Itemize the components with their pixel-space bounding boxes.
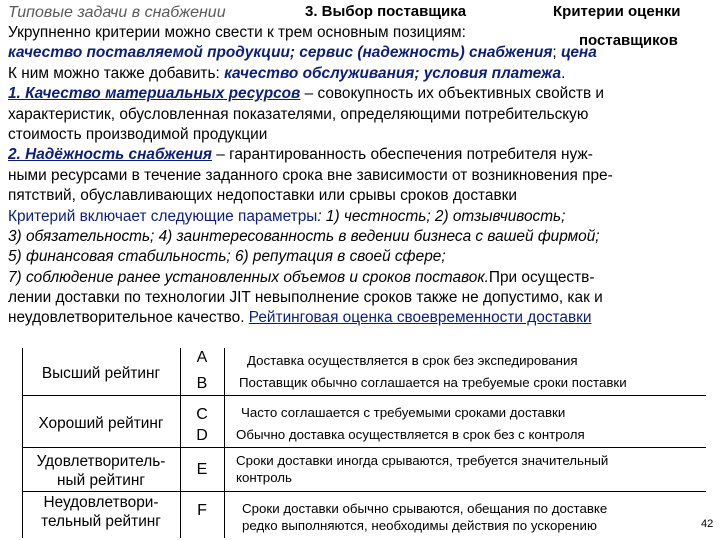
desc-e: Сроки доставки иногда срываются, требуется значительный контроль	[236, 453, 609, 485]
p2-rest: – гарантированность обеспечения потребителя нуж-	[211, 146, 593, 164]
desc-c: Часто соглашается с требуемыми сроками доставки	[241, 405, 566, 420]
intro-a: Укрупненно критерии можно свести к трем основным позициям:	[8, 24, 466, 41]
desc-b: Поставщик обычно соглашается на требуемые сроки поставки	[239, 375, 627, 390]
body-text	[8, 23, 714, 329]
desc-d: Обычно доставка осуществляется в срок без с контроля	[236, 427, 585, 442]
crit-line4-a: 7) соблюдение ранее установленных объемов и сроков поставок.	[8, 268, 489, 286]
right-title	[553, 3, 681, 20]
p1-rest: – совокупность их объективных свойств и	[300, 85, 605, 103]
crit-line6-a: неудовлетворительное качество.	[8, 309, 249, 327]
additional-b: качество обслуживания; условия платежа	[224, 64, 562, 82]
grade-a: A	[196, 349, 208, 366]
p2-line2: ными ресурсами в течение заданного срока вне зависимости от возникновения пре-	[8, 166, 613, 184]
category-unsatisfactory: Неудовлетвори- тельный рейтинг	[41, 494, 161, 530]
table-row-sep-1	[22, 395, 706, 396]
crit-line4-b: При осуществ-	[488, 268, 595, 286]
table-left-border	[22, 348, 23, 538]
section-title: 3. Выбор поставщика	[305, 3, 467, 20]
p1-line3: стоимость производимой продукции	[8, 125, 268, 143]
category-good: Хороший рейтинг	[38, 415, 164, 432]
rating-heading-link[interactable]: Рейтинговая оценка своевременности доставки	[248, 309, 592, 327]
p1-line2: характеристик, обусловленная показателями, определяющими потребительскую	[8, 105, 589, 123]
p1-line1	[8, 84, 714, 104]
crit-heading: Критерий включает следующие параметры	[8, 207, 318, 225]
p2-heading: 2. Надёжность снабжения	[8, 146, 212, 164]
crit-line1	[8, 207, 714, 227]
additional-criteria-line	[8, 64, 714, 84]
grade-c: C	[196, 406, 208, 423]
crit-line3: 5) финансовая стабильность; 6) репутация в своей сфере;	[8, 248, 446, 266]
page-number: 42	[701, 518, 714, 530]
crit-line6	[8, 308, 714, 328]
category-top: Высший рейтинг	[41, 365, 161, 382]
grade-b: B	[196, 375, 208, 392]
rating-table	[22, 348, 706, 538]
criteria-price: цена	[560, 44, 597, 62]
table-col-divider-1	[180, 348, 181, 538]
table-row-sep-2	[22, 447, 706, 448]
desc-a: Доставка осуществляется в срок без экспедирования	[247, 353, 578, 368]
table-col-divider-2	[224, 348, 225, 538]
grade-f: F	[197, 502, 207, 519]
category-satisfactory: Удовлетворитель- ный рейтинг	[36, 453, 166, 489]
criteria-quality-service: качество поставляемой продукции; сервис (надежность) снабжения	[8, 44, 553, 62]
header-left-title: Типовые задачи в снабжении	[8, 4, 226, 21]
crit-line2: 3) обязательность; 4) заинтересованность в ведении бизнеса с вашей фирмой;	[8, 227, 600, 245]
criteria-sep: ;	[552, 44, 557, 62]
crit-params: : 1) честность; 2) отзывчивость;	[317, 207, 566, 225]
p2-line1	[8, 145, 714, 165]
p2-line3: пятствий, обуславливающих недопоставки или срывы сроков доставки	[8, 187, 518, 205]
crit-line5: лении доставки по технологии JIT невыполнение сроков также не допустимо, как и	[8, 289, 603, 307]
right-title-line1: Критерии оценки	[553, 3, 681, 20]
p1-heading: 1. Качество материальных ресурсов	[8, 85, 301, 103]
crit-line4	[8, 268, 714, 288]
intro-line	[8, 23, 714, 49]
grade-e: E	[196, 461, 208, 478]
right-title-line2: поставщиков	[579, 32, 678, 49]
table-row-sep-3	[22, 491, 706, 492]
additional-a: К ним можно также добавить:	[8, 64, 220, 82]
additional-end: .	[561, 64, 566, 82]
desc-f: Сроки доставки обычно срываются, обещания по доставке редко выполняются, необходимы действия по ускорению	[242, 501, 608, 533]
grade-d: D	[196, 427, 208, 444]
